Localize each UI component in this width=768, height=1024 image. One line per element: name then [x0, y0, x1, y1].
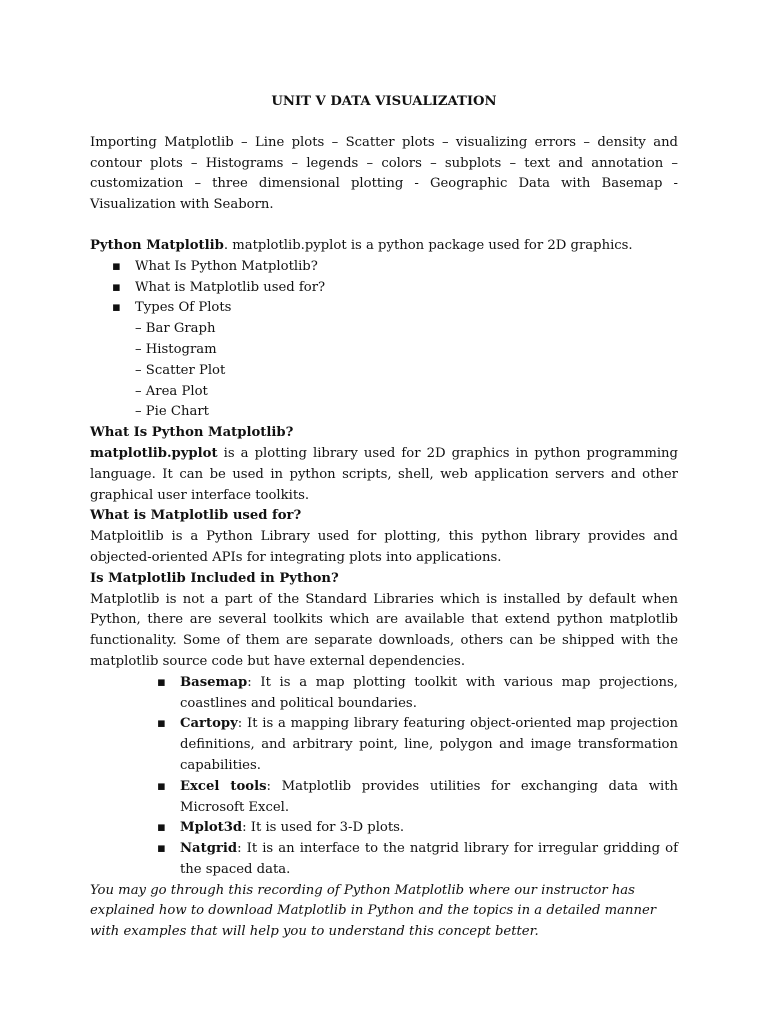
- toolkit-item-natgrid: [90, 839, 678, 881]
- plot-type-item: – Bar Graph: [135, 321, 216, 337]
- plot-type-item: – Pie Chart: [135, 404, 209, 420]
- intro-paragraph: Importing Matplotlib – Line plots – Scatter plots – visualizing errors – density and contour plots – Histograms – legends – colors – subplots – text and annotation – customization – three dimensional plotting - Geographic Data with Basemap - Visualization with Seaborn.: [90, 134, 678, 213]
- toolkit-item-mplot3d: [90, 818, 678, 839]
- spacer: [90, 216, 678, 236]
- toolkit-term: Basemap: [180, 674, 248, 690]
- toolkit-text: : Matplotlib provides utilities for exchanging data with Microsoft Excel.: [180, 778, 678, 815]
- document-body: [90, 92, 678, 943]
- plot-type-item: – Scatter Plot: [135, 362, 226, 378]
- toolkit-term: Natgrid: [180, 841, 238, 857]
- plot-type-item: – Area Plot: [135, 383, 208, 399]
- toolkit-item-basemap: [90, 673, 678, 715]
- toolkit-item-excel-tools: [90, 777, 678, 819]
- plot-types-list: [90, 319, 678, 423]
- document-title: UNIT V DATA VISUALIZATION: [271, 94, 497, 109]
- heading-used-for: What is Matplotlib used for?: [90, 508, 302, 524]
- outro-paragraph: You may go through this recording of Python Matplotlib where our instructor has explained how to download Matplotlib in Python and the topics in a detailed manner with examples that will help you to understand this concept better.: [90, 882, 657, 940]
- toolkit-term: Cartopy: [180, 716, 238, 732]
- plot-type-item: – Histogram: [135, 341, 217, 357]
- toolkit-text: : It is used for 3-D plots.: [242, 820, 405, 836]
- toolkit-text: : It is a map plotting toolkit with various map projections, coastlines and political boundaries.: [180, 674, 678, 711]
- topic-item: ▪ What Is Python Matplotlib?: [90, 257, 678, 278]
- topics-list: [90, 257, 678, 319]
- python-matplotlib-term: Python Matplotlib: [90, 237, 224, 253]
- python-matplotlib-text: . matplotlib.pyplot is a python package used for 2D graphics.: [223, 237, 633, 253]
- toolkit-term: Mplot3d: [180, 820, 243, 836]
- toolkits-list: [90, 673, 678, 881]
- topic-item: ▪ What is Matplotlib used for?: [90, 278, 678, 299]
- toolkit-text: : It is an interface to the natgrid library for irregular gridding of the spaced data.: [180, 841, 678, 877]
- topic-item: ▪ Types Of Plots: [90, 298, 678, 319]
- heading-included: Is Matplotlib Included in Python?: [90, 570, 339, 586]
- python-matplotlib-paragraph: [90, 236, 678, 257]
- toolkit-term: Excel tools: [180, 778, 267, 794]
- what-is-text: is a plotting library used for 2D graphics in python programming language. It can be used in python scripts, shell, web application servers and other graphical user interface toolkits.: [90, 445, 678, 503]
- what-is-paragraph: [90, 444, 678, 506]
- used-for-paragraph: Matploitlib is a Python Library used for plotting, this python library provides and objected-oriented APIs for integrating plots into applications.: [90, 529, 678, 565]
- toolkit-text: : It is a mapping library featuring object-oriented map projection definitions, and arbitrary point, line, polygon and image transformation capabilities.: [180, 716, 678, 773]
- toolkit-item-cartopy: [90, 714, 678, 776]
- what-is-term: matplotlib.pyplot: [90, 445, 218, 461]
- heading-what-is: What Is Python Matplotlib?: [90, 425, 294, 441]
- included-paragraph: Matplotlib is not a part of the Standard Libraries which is installed by default when Python, there are several toolkits which are available that extend python matplotlib functionality. Some of them are separate downloads, others can be shipped with the matplotlib source code but have external dependencies.: [90, 591, 678, 669]
